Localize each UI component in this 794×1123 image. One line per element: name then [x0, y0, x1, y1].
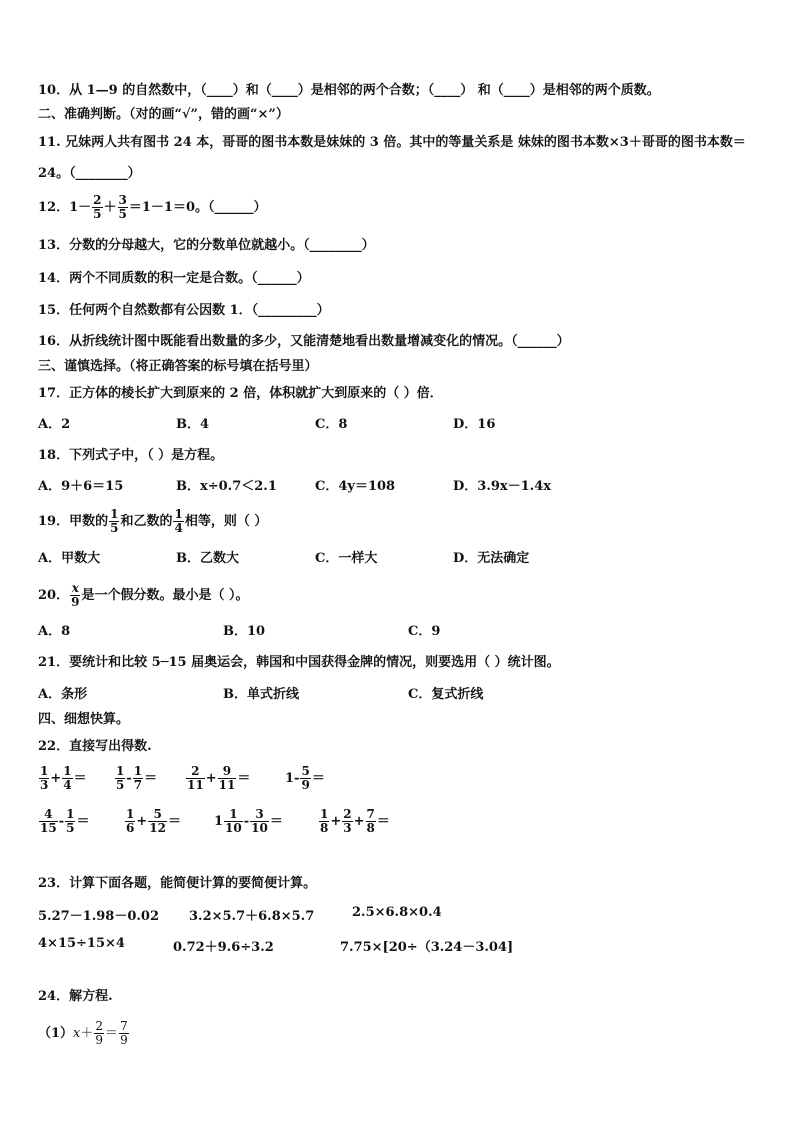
question-23: 23．计算下面各题，能简便计算的要简便计算。: [38, 876, 317, 891]
q17-option-a: A．2: [38, 417, 71, 432]
q19-option-b: B．乙数大: [176, 551, 239, 566]
q23-expr-1: 5.27－1.98－0.02: [38, 909, 159, 924]
question-12: 12．1－ $\frac{2}{5}$ ＋ $\frac{3}{5}$ ＝1－1＝0。（______）: [38, 193, 267, 221]
question-20: 20． $\frac{x}{9}$ 是一个假分数。最小是（ ）。: [38, 581, 249, 609]
q18-option-c: C．4y＝108: [315, 479, 396, 494]
fraction: $\frac{9}{11}$: [218, 764, 236, 792]
q17-option-b: B．4: [176, 417, 210, 432]
q24-equation-1: （1）x＋ $\frac{2}{9}$ ＝ $\frac{7}{9}$: [38, 1019, 128, 1047]
fraction: $\frac{2}{5}$: [93, 193, 102, 221]
question-21: 21．要统计和比较 5─15 届奥运会，韩国和中国获得金牌的情况，则要选用（ ）统计图。: [38, 655, 560, 670]
q23-expr-6: 7.75×[20÷（3.24－3.04]: [340, 940, 514, 955]
question-13: 13．分数的分母越大，它的分数单位就越小。（________）: [38, 238, 375, 253]
question-18: 18．下列式子中，（ ）是方程。: [38, 448, 224, 463]
section-4-heading: 四、细想快算。: [38, 712, 130, 727]
q18-option-a: A．9＋6＝15: [38, 479, 124, 494]
mental-math-expression: 1 $\frac{1}{10}$ - $\frac{3}{10}$ ＝: [214, 807, 283, 835]
fraction: $\frac{1}{4}$: [63, 764, 72, 792]
q19-option-a: A．甲数大: [38, 551, 101, 566]
q23-expr-2: 3.2×5.7＋6.8×5.7: [189, 909, 315, 924]
fraction: $\frac{1}{3}$: [40, 764, 49, 792]
q21-option-c: C．复式折线: [408, 687, 484, 702]
fraction: $\frac{3}{5}$: [118, 193, 127, 221]
fraction: $\frac{1}{5}$: [116, 764, 125, 792]
question-11-line1: 11. 兄妹两人共有图书 24 本，哥哥的图书本数是妹妹的 3 倍。其中的等量关系是 妹妹的图书本数×3＋哥哥的图书本数＝: [38, 135, 746, 150]
q20-option-a: A．8: [38, 624, 71, 639]
q19-option-c: C．一样大: [315, 551, 378, 566]
fraction: $\frac{1}{6}$: [126, 807, 135, 835]
question-11-line2: 24。（________）: [38, 166, 141, 181]
mental-math-expression: $\frac{1}{8}$ + $\frac{2}{3}$ + $\frac{7}{8}$ ＝: [320, 807, 390, 835]
section-2-heading: 二、准确判断。（对的画“√”，错的画“×”）: [38, 107, 289, 122]
question-10: 10．从 1—9 的自然数中，（____）和（____）是相邻的两个合数；（____） 和（____）是相邻的两个质数。: [38, 83, 660, 98]
q19-option-d: D．无法确定: [453, 551, 530, 566]
fraction: $\frac{1}{7}$: [133, 764, 143, 792]
mental-math-expression: $\frac{2}{11}$ + $\frac{9}{11}$ ＝: [187, 764, 251, 792]
question-22: 22．直接写出得数.: [38, 739, 152, 754]
mental-math-expression: $\frac{1}{5}$ - $\frac{1}{7}$ ＝: [116, 764, 158, 792]
fraction: $\frac{7}{9}$: [120, 1019, 128, 1047]
fraction: $\frac{5}{12}$: [149, 807, 166, 835]
fraction: $\frac{5}{9}$: [301, 764, 310, 792]
question-17: 17．正方体的棱长扩大到原来的 2 倍，体积就扩大到原来的（ ）倍．: [38, 386, 443, 401]
section-3-heading: 三、谨慎选择。（将正确答案的标号填在括号里）: [38, 359, 318, 374]
fraction: $\frac{4}{15}$: [40, 807, 57, 835]
q17-option-c: C．8: [315, 417, 348, 432]
question-19: 19．甲数的 $\frac{1}{5}$ 和乙数的 $\frac{1}{4}$ 相等，则（ ）: [38, 507, 268, 535]
fraction: $\frac{1}{5}$: [66, 807, 75, 835]
question-14: 14．两个不同质数的积一定是合数。（______）: [38, 271, 310, 286]
q18-option-b: B．x÷0.7＜2.1: [176, 479, 277, 494]
mental-math-expression: 1- $\frac{5}{9}$ ＝: [285, 764, 325, 792]
q23-expr-5: 0.72＋9.6÷3.2: [173, 940, 274, 955]
fraction: $\frac{1}{10}$: [225, 807, 242, 835]
mental-math-expression: $\frac{1}{3}$ + $\frac{1}{4}$ ＝: [40, 764, 87, 792]
q20-option-b: B．10: [223, 624, 266, 639]
q17-option-d: D．16: [453, 417, 496, 432]
fraction: $\frac{1}{4}$: [174, 507, 183, 535]
fraction: $\frac{1}{5}$: [110, 507, 119, 535]
question-15: 15．任何两个自然数都有公因数 1．（_________）: [38, 303, 330, 318]
q21-option-b: B．单式折线: [223, 687, 299, 702]
question-24: 24．解方程.: [38, 989, 113, 1004]
fraction: $\frac{2}{9}$: [95, 1019, 104, 1047]
question-16: 16．从折线统计图中既能看出数量的多少，又能清楚地看出数量增减变化的情况。（______）: [38, 334, 570, 349]
fraction: $\frac{2}{11}$: [187, 764, 204, 792]
fraction: $\frac{x}{9}$: [71, 581, 80, 609]
fraction: $\frac{7}{8}$: [366, 807, 375, 835]
q23-expr-3: 2.5×6.8×0.4: [352, 905, 442, 920]
q20-option-c: C．9: [408, 624, 441, 639]
fraction: $\frac{2}{3}$: [343, 807, 352, 835]
mental-math-expression: $\frac{1}{6}$ + $\frac{5}{12}$ ＝: [126, 807, 181, 835]
fraction: $\frac{1}{8}$: [320, 807, 329, 835]
fraction: $\frac{3}{10}$: [251, 807, 268, 835]
q21-option-a: A．条形: [38, 687, 88, 702]
q18-option-d: D．3.9x－1.4x: [453, 479, 552, 494]
mental-math-expression: $\frac{4}{15}$ - $\frac{1}{5}$ ＝: [40, 807, 90, 835]
q23-expr-4: 4×15÷15×4: [38, 936, 125, 951]
